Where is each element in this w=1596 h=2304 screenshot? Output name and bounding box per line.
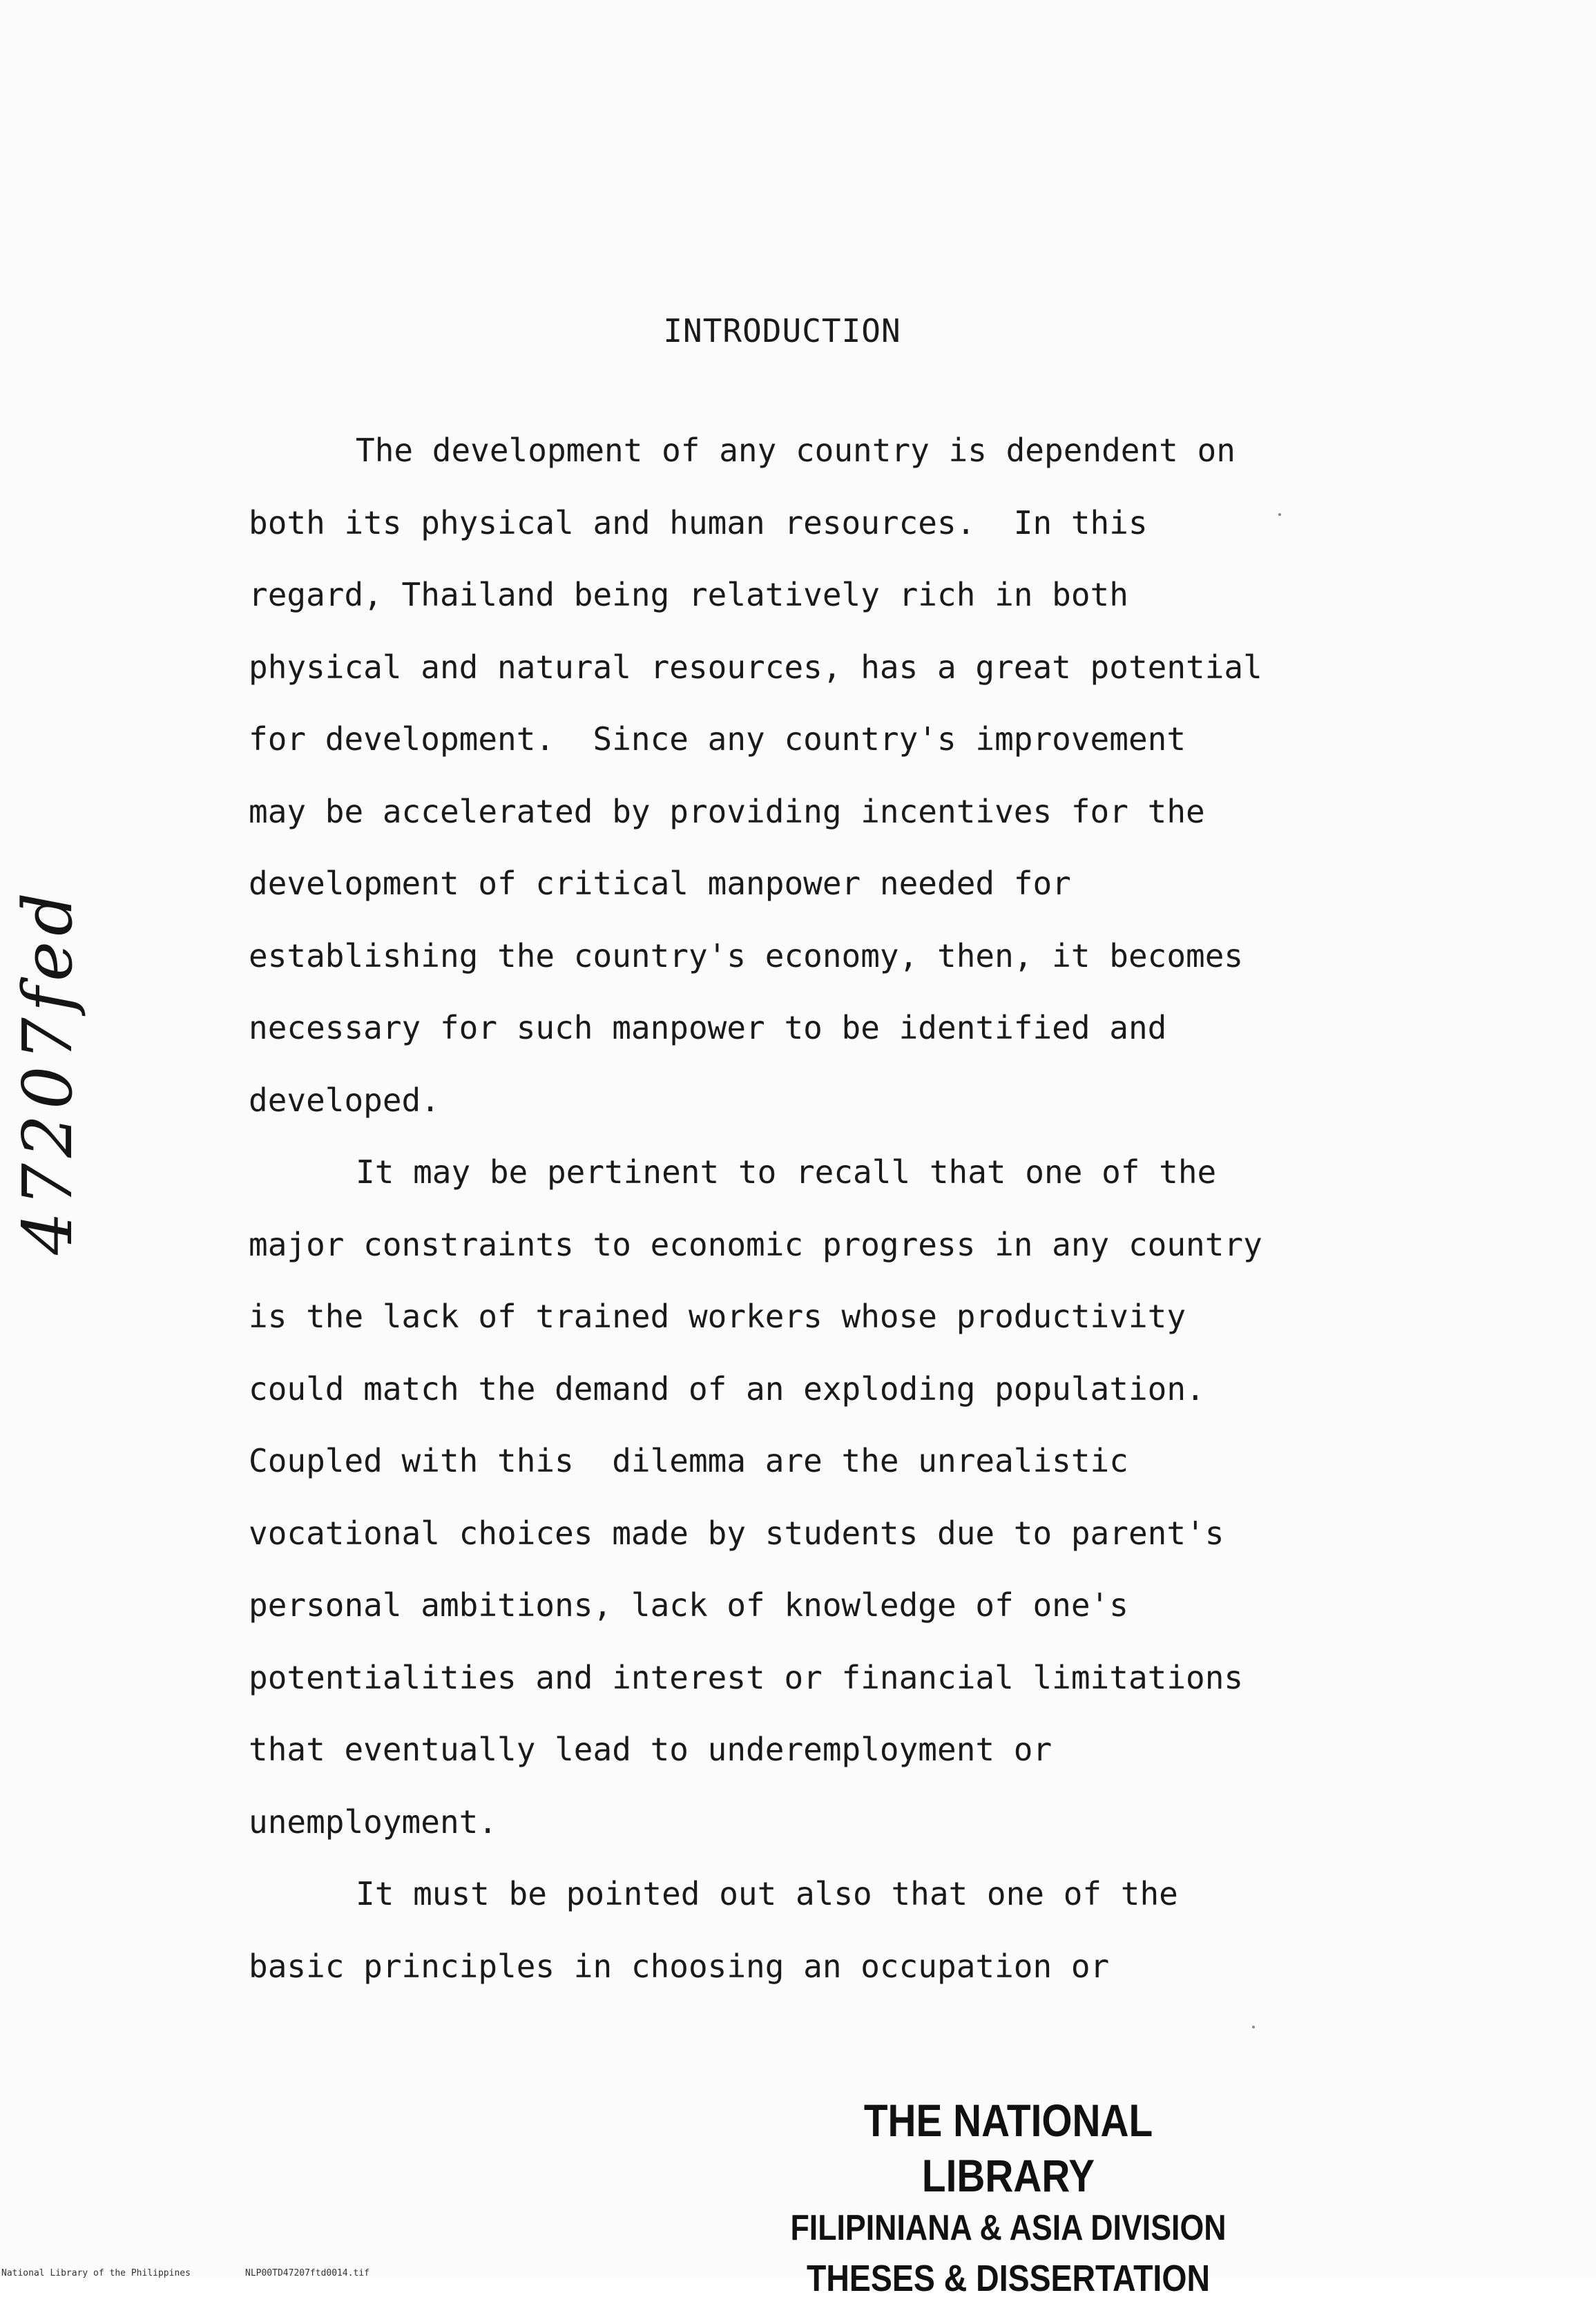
handwritten-margin-note: 47207fed: [9, 887, 88, 1255]
text-line: that eventually lead to underemployment or: [249, 1731, 1052, 1768]
text-line: developed.: [249, 1081, 440, 1119]
stamp-line: THESES & DISSERTATION: [807, 2258, 1210, 2299]
text-line: basic principles in choosing an occupation or: [249, 1947, 1110, 1985]
text-line: The development of any country is dependent on: [356, 432, 1236, 469]
text-line: personal ambitions, lack of knowledge of one's: [249, 1586, 1128, 1624]
text-line: could match the demand of an exploding population.: [249, 1370, 1205, 1408]
text-line: may be accelerated by providing incentives for the: [249, 792, 1205, 830]
text-line: It may be pertinent to recall that one of the: [356, 1153, 1217, 1191]
text-line: necessary for such manpower to be identified and: [249, 1009, 1167, 1046]
text-line: regard, Thailand being relatively rich in both: [249, 576, 1128, 613]
text-line: for development. Since any country's improvement: [249, 720, 1186, 758]
text-line: potentialities and interest or financial limitations: [249, 1658, 1244, 1696]
text-line: is the lack of trained workers whose productivity: [249, 1298, 1186, 1335]
speck-mark: [1278, 513, 1281, 516]
text-line: establishing the country's economy, then, it becomes: [249, 937, 1244, 975]
text-line: vocational choices made by students due to parent's: [249, 1514, 1224, 1552]
body-text: [249, 414, 1395, 2002]
text-line: physical and natural resources, has a great potential: [249, 648, 1262, 686]
page-title: INTRODUCTION: [663, 312, 901, 349]
text-line: both its physical and human resources. In this: [249, 503, 1148, 541]
footer-source: National Library of the Philippines: [1, 2268, 191, 2278]
speck-mark: [1252, 2026, 1255, 2028]
text-line: It must be pointed out also that one of the: [356, 1875, 1178, 1912]
stamp-line: THE NATIONAL LIBRARY: [863, 2095, 1153, 2201]
text-line: major constraints to economic progress in any country: [249, 1225, 1262, 1263]
text-line: unemployment.: [249, 1803, 498, 1841]
text-line: Coupled with this dilemma are the unrealistic: [249, 1442, 1128, 1479]
library-stamp: [782, 2093, 1234, 2304]
stamp-line: FILIPINIANA & ASIA DIVISION: [790, 2208, 1227, 2248]
footer-filename: NLP00TD47207ftd0014.tif: [245, 2268, 370, 2278]
text-line: development of critical manpower needed for: [249, 865, 1071, 902]
